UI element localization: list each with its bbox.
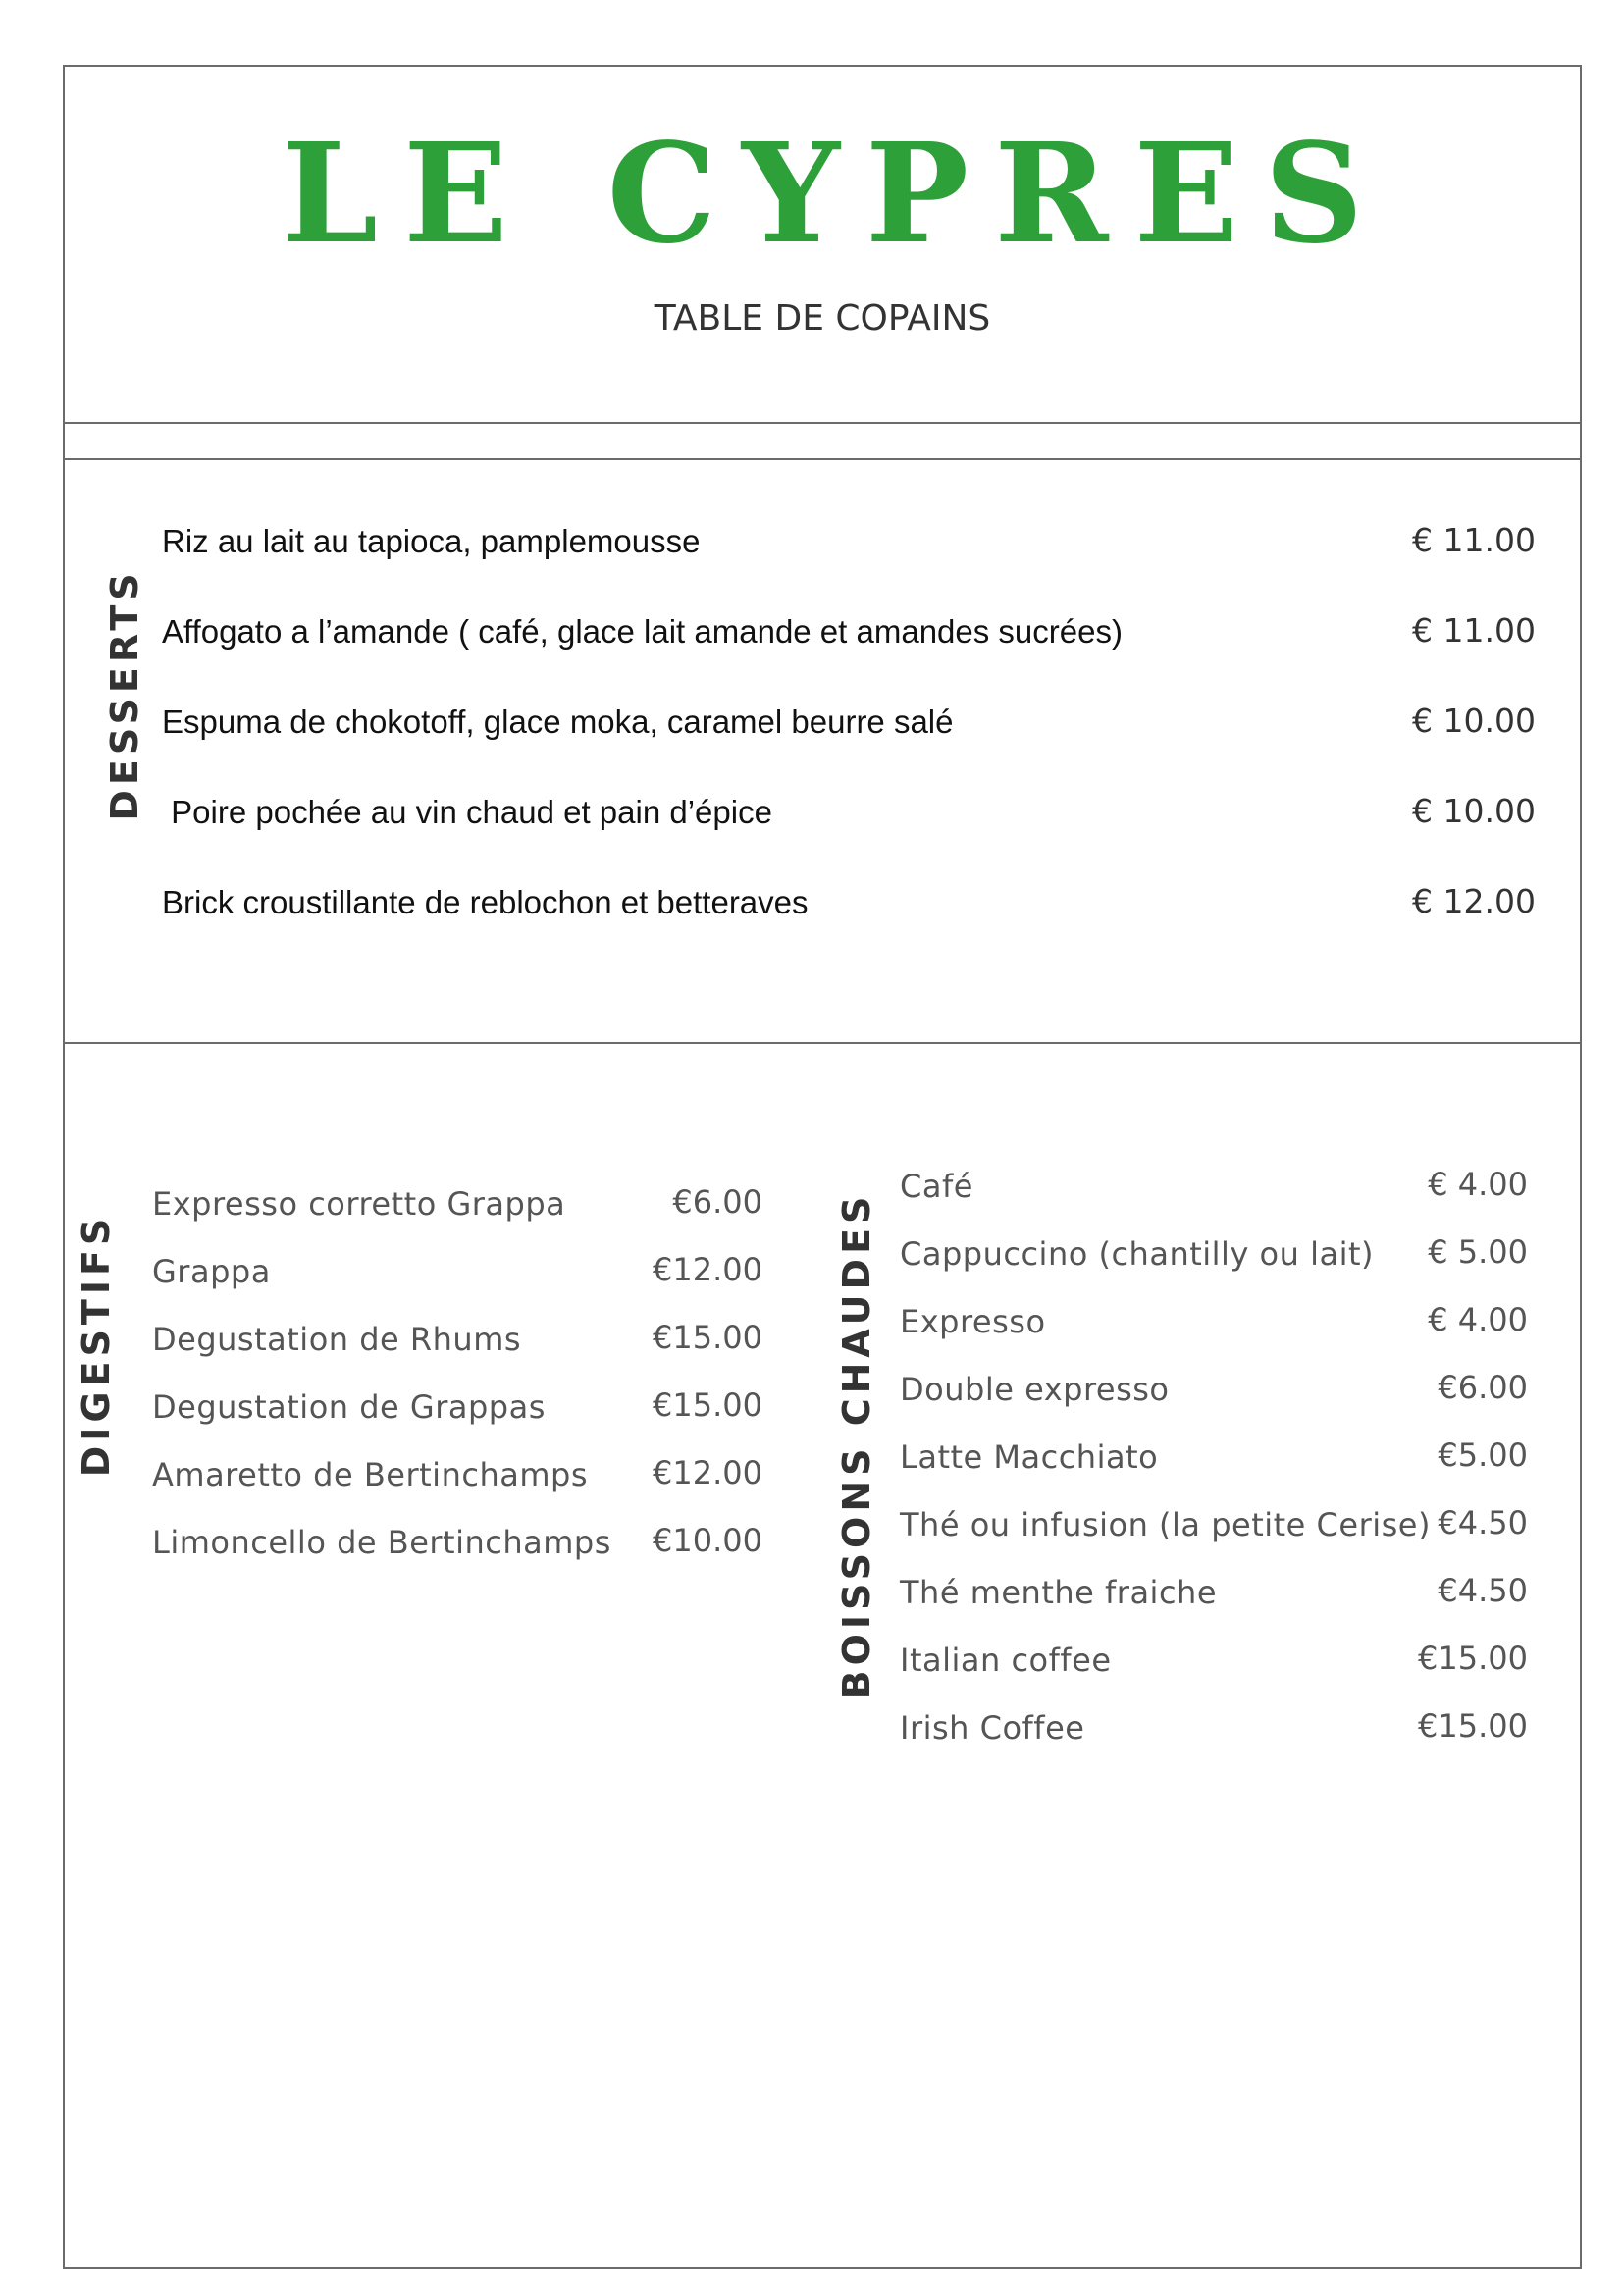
digestif-item-price: €10.00 [653, 1522, 762, 1559]
brand-title: LE CYPRES [281, 114, 1389, 275]
dessert-item-name: Espuma de chokotoff, glace moka, caramel beurre salé [162, 704, 954, 740]
header-divider [63, 422, 1582, 424]
desserts-bottom-divider [63, 1042, 1582, 1044]
digestif-item-name: Degustation de Grappas [152, 1388, 546, 1426]
digestif-item-price: €15.00 [653, 1319, 762, 1356]
digestif-item-price: €15.00 [653, 1386, 762, 1424]
boisson-item-name: Irish Coffee [900, 1709, 1085, 1747]
boisson-item-price: € 4.00 [1428, 1301, 1528, 1338]
dessert-item-price: € 10.00 [1412, 702, 1536, 740]
boisson-item-name: Cappuccino (chantilly ou lait) [900, 1235, 1374, 1273]
digestif-item-name: Degustation de Rhums [152, 1321, 522, 1358]
menu-frame [63, 65, 1582, 2269]
boisson-item-name: Thé ou infusion (la petite Cerise) [900, 1506, 1431, 1543]
boisson-item-name: Café [900, 1168, 973, 1205]
boisson-item-name: Thé menthe fraiche [900, 1574, 1217, 1611]
desserts-top-divider [63, 458, 1582, 460]
dessert-item-name: Brick croustillante de reblochon et betteraves [162, 884, 809, 920]
boissons-chaudes-section-title: BOISSONS CHAUDES [835, 1191, 878, 1699]
boisson-item-price: €5.00 [1438, 1436, 1528, 1474]
digestif-item-name: Amaretto de Bertinchamps [152, 1456, 588, 1493]
boisson-item-price: €6.00 [1438, 1369, 1528, 1406]
dessert-item-name: Riz au lait au tapioca, pamplemousse [162, 523, 701, 559]
dessert-item-price: € 11.00 [1412, 521, 1536, 559]
dessert-item-price: € 12.00 [1412, 882, 1536, 920]
boisson-item-name: Latte Macchiato [900, 1438, 1159, 1476]
boisson-item-price: €4.50 [1438, 1572, 1528, 1609]
boisson-item-price: €15.00 [1418, 1707, 1528, 1745]
digestif-item-price: €12.00 [653, 1454, 762, 1491]
dessert-item-name: Poire pochée au vin chaud et pain d’épice [162, 794, 772, 830]
tagline: TABLE DE COPAINS [654, 298, 991, 339]
boisson-item-price: €4.50 [1438, 1504, 1528, 1541]
digestif-item-price: €6.00 [672, 1183, 762, 1221]
boisson-item-name: Double expresso [900, 1371, 1170, 1408]
boisson-item-price: € 4.00 [1428, 1166, 1528, 1203]
digestif-item-name: Expresso corretto Grappa [152, 1185, 566, 1223]
dessert-item-price: € 11.00 [1412, 611, 1536, 650]
digestifs-section-title: DIGESTIFS [75, 1213, 118, 1478]
dessert-item-price: € 10.00 [1412, 792, 1536, 830]
boisson-item-price: € 5.00 [1428, 1233, 1528, 1271]
digestif-item-name: Grappa [152, 1253, 271, 1290]
digestif-item-price: €12.00 [653, 1251, 762, 1288]
boisson-item-price: €15.00 [1418, 1640, 1528, 1677]
digestif-item-name: Limoncello de Bertinchamps [152, 1524, 611, 1561]
desserts-section-title: DESSERTS [103, 568, 146, 821]
dessert-item-name: Affogato a l’amande ( café, glace lait amande et amandes sucrées) [162, 613, 1123, 650]
boisson-item-name: Expresso [900, 1303, 1046, 1340]
boisson-item-name: Italian coffee [900, 1642, 1112, 1679]
